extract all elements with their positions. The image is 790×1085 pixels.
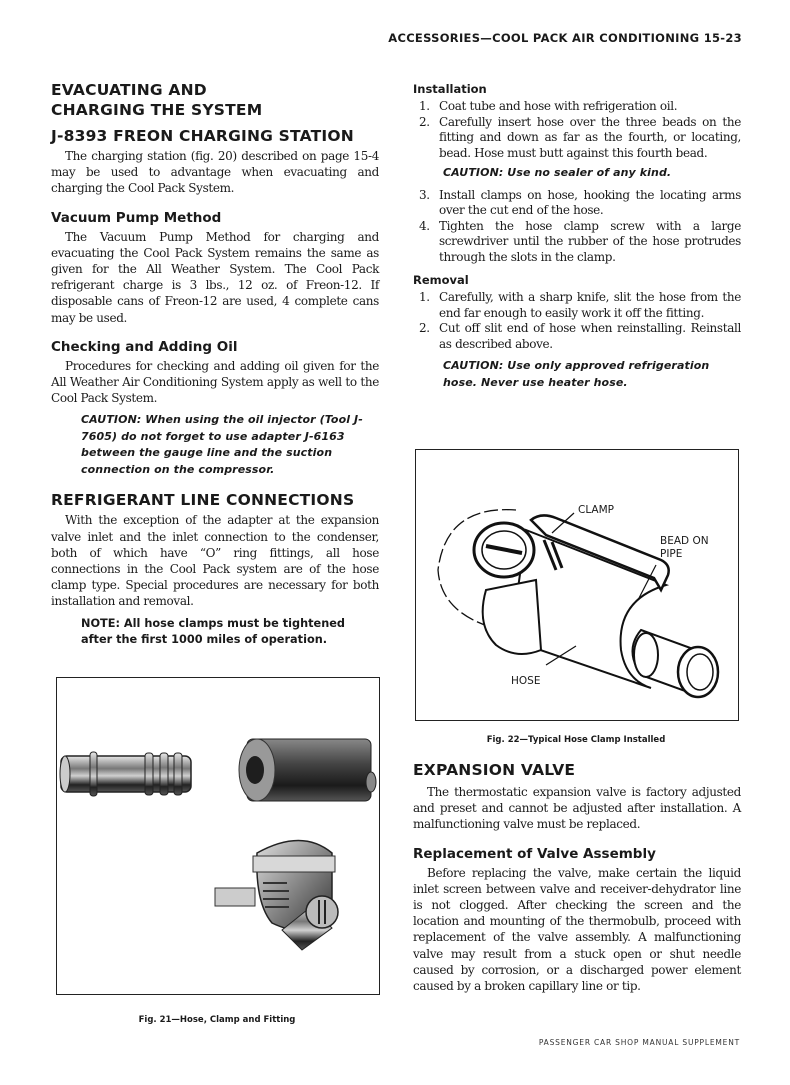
- removal-steps: [413, 290, 741, 352]
- paragraph-expansion-valve: The thermostatic expansion valve is factory adjusted and preset and cannot be adjusted after installation. A malfunctioning valve must be replaced.: [413, 785, 741, 832]
- right-column: [413, 82, 741, 391]
- running-head: ACCESSORIES—COOL PACK AIR CONDITIONING 15-23: [388, 31, 742, 45]
- paragraph-checking-adding-oil: Procedures for checking and adding oil given for the All Weather Air Conditioning System apply as well to the Cool Pack System.: [51, 358, 379, 406]
- section-title-evacuating: EVACUATING AND CHARGING THE SYSTEM: [51, 81, 263, 119]
- note-hose-clamps: NOTE: All hose clamps must be tightened after the first 1000 miles of operation.: [81, 616, 345, 647]
- installation-step: 3. Install clamps on hose, hooking the locating arms over the cut end of the hose.: [419, 187, 741, 217]
- heading-vacuum-pump-method: Vacuum Pump Method: [51, 209, 222, 226]
- right-column-lower: [413, 760, 741, 994]
- label-hose: HOSE: [511, 675, 541, 687]
- figure-22-caption: Fig. 22—Typical Hose Clamp Installed: [486, 735, 666, 745]
- installation-steps-continued: [413, 188, 741, 266]
- label-clamp: CLAMP: [578, 504, 614, 516]
- caution-no-sealer: CAUTION: Use no sealer of any kind.: [443, 166, 672, 179]
- heading-removal: Removal: [413, 273, 469, 287]
- paragraph-freon-charging-station: The charging station (fig. 20) described on page 15-4 may be used to advantage when evacuating and charging the Cool Pack System.: [51, 149, 379, 196]
- clamp-image: [215, 841, 338, 951]
- figure-22-hose-clamp-installed: [415, 449, 739, 721]
- figure-21-illustration: [57, 678, 379, 994]
- label-bead-on-pipe-line1: BEAD ON: [660, 535, 709, 547]
- paragraph-refrigerant-line-connections: With the exception of the adapter at the expansion valve inlet and the inlet connection to the condenser, both of which have “O” ring fittings, all hose connections in the Cool Pack system are of the hose clamp type. Special procedures are necessary for both installation and removal.: [51, 513, 379, 609]
- paragraph-vacuum-pump-method: The Vacuum Pump Method for charging and evacuating the Cool Pack System remains the same as given for the All Weather System. The Cool Pack refrigerant charge is 3 lbs., 12 oz. of Freon-12. If disposable cans of Freon-12 are used, 4 complete cans may be used.: [51, 229, 379, 325]
- installation-step: 1. Coat tube and hose with refrigeration oil.: [419, 99, 678, 113]
- heading-refrigerant-line-connections: REFRIGERANT LINE CONNECTIONS: [51, 491, 355, 510]
- heading-installation: Installation: [413, 82, 487, 96]
- figure-21-caption: Fig. 21—Hose, Clamp and Fitting: [138, 1015, 296, 1025]
- paragraph-replacement-valve-assembly: Before replacing the valve, make certain the liquid inlet screen between valve and receiver-dehydrator line is not clogged. After checking the screen and the location and mounting of the thermobulb, proceed with replacement of the valve assembly. A malfunctioning valve may result from a stuck open or shut needle caused by corrosion, or a discharged power element caused by a broken capillary line or tip.: [413, 865, 741, 994]
- figure-22-illustration: [416, 450, 738, 720]
- heading-replacement-valve-assembly: Replacement of Valve Assembly: [413, 845, 656, 862]
- caution-oil-injector: CAUTION: When using the oil injector (Tool J-7605) do not forget to use adapter J-6163 between the gauge line and the suction connection on the compressor.: [81, 413, 363, 476]
- installation-steps: [413, 99, 741, 161]
- heading-freon-charging-station: J-8393 FREON CHARGING STATION: [51, 127, 354, 145]
- heading-checking-adding-oil: Checking and Adding Oil: [51, 338, 238, 355]
- removal-step: 1. Carefully, with a sharp knife, slit the hose from the end far enough to easily work it off the fitting.: [419, 290, 741, 320]
- removal-step: 2. Cut off slit end of hose when reinstalling. Reinstall as described above.: [419, 321, 741, 351]
- hose-image: [239, 739, 376, 801]
- label-bead-on-pipe-line2: PIPE: [660, 548, 683, 560]
- left-column: [51, 80, 379, 649]
- caution-approved-hose: CAUTION: Use only approved refrigeration hose. Never use heater hose.: [443, 359, 710, 389]
- fitting-image: [60, 752, 191, 796]
- installation-step: 2. Carefully insert hose over the three beads on the fitting and down as far as the fourth, or locating, bead. Hose must butt against this fourth bead.: [419, 114, 741, 160]
- heading-expansion-valve: EXPANSION VALVE: [413, 761, 576, 779]
- footer-manual-title: PASSENGER CAR SHOP MANUAL SUPPLEMENT: [538, 1038, 740, 1047]
- figure-21-hose-clamp-fitting: [56, 677, 380, 995]
- installation-step: 4. Tighten the hose clamp screw with a large screwdriver until the rubber of the hose protrudes through the slots in the clamp.: [419, 218, 741, 264]
